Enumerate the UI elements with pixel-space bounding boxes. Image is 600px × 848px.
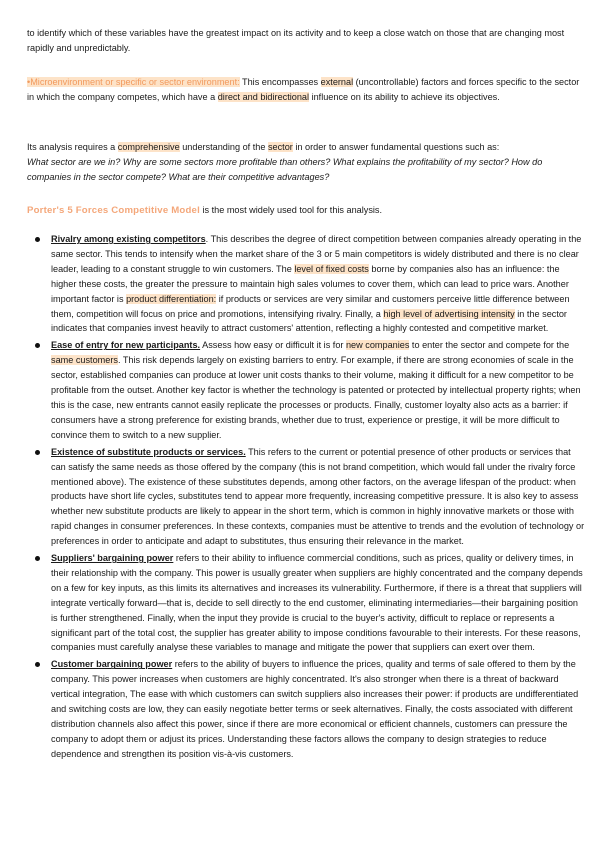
microenvironment-heading: •Microenvironment or specific or sector environment: [27, 77, 240, 87]
intro-paragraph [27, 26, 583, 56]
rivalry-text-1: . This describes the degree of direct competition between companies already operating in the same sector. This tends to intensify when the market share of the 3 or 5 main competitors is widely distributed and there is no clear leader, leading to a constant struggle to win customers. The [51, 234, 582, 274]
rivalry-text-2: borne by companies also has an influence: the higher these costs, the greater the pressure to maintain high sales volumes to cover them, which can lead to price wars. Another important factor is [51, 263, 569, 304]
micro-text-3: influence on its ability to achieve its objectives. [309, 92, 500, 103]
five-forces-list [51, 232, 585, 764]
analysis-paragraph [27, 140, 583, 186]
porter-model-title: Porter's 5 Forces Competitive Model [27, 205, 200, 216]
analysis-text-2: understanding of the [179, 142, 268, 152]
list-item-rivalry [51, 232, 585, 336]
customers-title: Customer bargaining power [51, 659, 173, 670]
highlight-sector: sector [267, 142, 293, 152]
customers-text: refers to the ability of buyers to influence the prices, quality and terms of sale offered to them by the company. This power increases when customers are highly concentrated. It's also stronger when there is a threat of backward vertical integration, The ease with which customers can switch suppliers also increases their power: if products are undifferentiated and switching costs are low, they can easily negotiate better terms or seek alternatives. Finally, the costs associated with different distribution channels also affect this power, since if there are more economical or efficient channels, customers can pressure the company to adopt them or adjust its prices. Understanding these factors allows the company to design strategies to reduce dependence and strengthen its position vis-à-vis customers. [51, 659, 579, 759]
porter-paragraph [27, 203, 583, 218]
analysis-text-1: Its analysis requires a [27, 142, 118, 152]
list-item-suppliers [51, 551, 585, 655]
micro-text-1: This encompasses [239, 77, 321, 87]
new-entrants-title: Ease of entry for new participants. [51, 340, 201, 351]
suppliers-title: Suppliers' bargaining power [51, 553, 174, 564]
highlight-comprehensive: comprehensive [117, 142, 180, 152]
porter-text: is the most widely used tool for this analysis. [199, 205, 383, 215]
new-entrants-text-3: . This risk depends largely on existing barriers to entry. For example, if there are strong economies of scale in the sector, established companies can produce at lower unit costs thanks to their volume, making it difficult for a new competitor to be profitable from the outset. Another key factor is whether the technology is patented or protected by intellectual property rights; when this is the case, new entrants cannot easily replicate the processes or products. Finally, customer loyalty also acts as a barrier: if consumers have a strong preference for existing brands, whether due to trust, experience or prestige, it will be more difficult to convince them to switch to a new supplier. [51, 355, 581, 440]
microenvironment-paragraph [27, 75, 583, 105]
highlight-product-differentiation: product differentiation: [126, 293, 217, 304]
highlight-new-companies: new companies [345, 340, 410, 351]
substitutes-text: This refers to the current or potential presence of other products or services that can satisfy the same needs as those offered by the company (this is not brand competition, which would fall under the rivalry force mentioned above). The existence of these substitutes depends, among other factors, on the average lifespan of the product: when products have short life cycles, substitutes tend to appear more frequently, increasing competitive pressure. It is also key to assess whether new substitute products are likely to appear in the short term, which is common in highly innovative markets or those with rapid changes in consumer preferences. In these contexts, companies must be attentive to trends and the evolution of technology or preferences in order to anticipate and adapt to substitutes, thus ensuring their relevance in the market. [51, 446, 585, 547]
substitutes-title: Existence of substitute products or services. [51, 446, 246, 457]
analysis-text-3: in order to answer fundamental questions such as: [292, 142, 500, 152]
highlight-fixed-costs: level of fixed costs [294, 263, 369, 274]
intro-text: to identify which of these variables have the greatest impact on its activity and to keep a close watch on those that are changing most rapidly and unpredictably. [27, 28, 565, 54]
list-item-new-entrants [51, 338, 585, 442]
suppliers-text: refers to their ability to influence commercial conditions, such as prices, quality or delivery times, in their relationship with the company. This power is usually greater when suppliers are highly concentrated and the company depends on a few for key inputs, as this limits its alternatives and increases its vulnerability. Furthermore, if there is a threat that suppliers will integrate vertically forward—that is, decide to sell directly to the end customer, eliminating intermediaries—their bargaining position is further strengthened. Finally, when the input they provide is crucial to the buyer's activity, difficult to replace or represents a significant part of the total cost, the supplier has greater ability to impose conditions favourable to their interests. For these reasons, companies must carefully analyse these variables to manage and mitigate the power that suppliers can exert over them. [51, 553, 583, 653]
highlight-advertising-intensity: high level of advertising intensity [383, 308, 515, 319]
list-item-customers [51, 657, 585, 761]
new-entrants-text-2: to enter the sector and compete for the [409, 340, 570, 351]
micro-text-2: (uncontrollable) factors and forces specific to the sector in which the company competes, which have a [27, 77, 580, 103]
rivalry-title: Rivalry among existing competitors [51, 234, 206, 244]
highlight-external: external [320, 77, 354, 87]
analysis-questions: What sector are we in? Why are some sectors more profitable than others? What explains the profitability of my sector? How do companies in the sector compete? What are their competitive advantages? [27, 157, 543, 183]
list-item-substitutes [51, 445, 585, 549]
new-entrants-text-1: Assess how easy or difficult it is for [200, 340, 346, 351]
highlight-direct-bidirectional: direct and bidirectional [217, 92, 310, 103]
rivalry-text-4: in the sector indicates that companies invest heavily to attract customers' attention, reflecting a highly contested and competitive market. [51, 308, 567, 334]
highlight-same-customers: same customers [51, 355, 118, 366]
rivalry-text-3: if products or services are very similar and customers perceive little difference between them, competition will focus on price and promotions, intensifying rivalry. Finally, a [51, 293, 570, 319]
